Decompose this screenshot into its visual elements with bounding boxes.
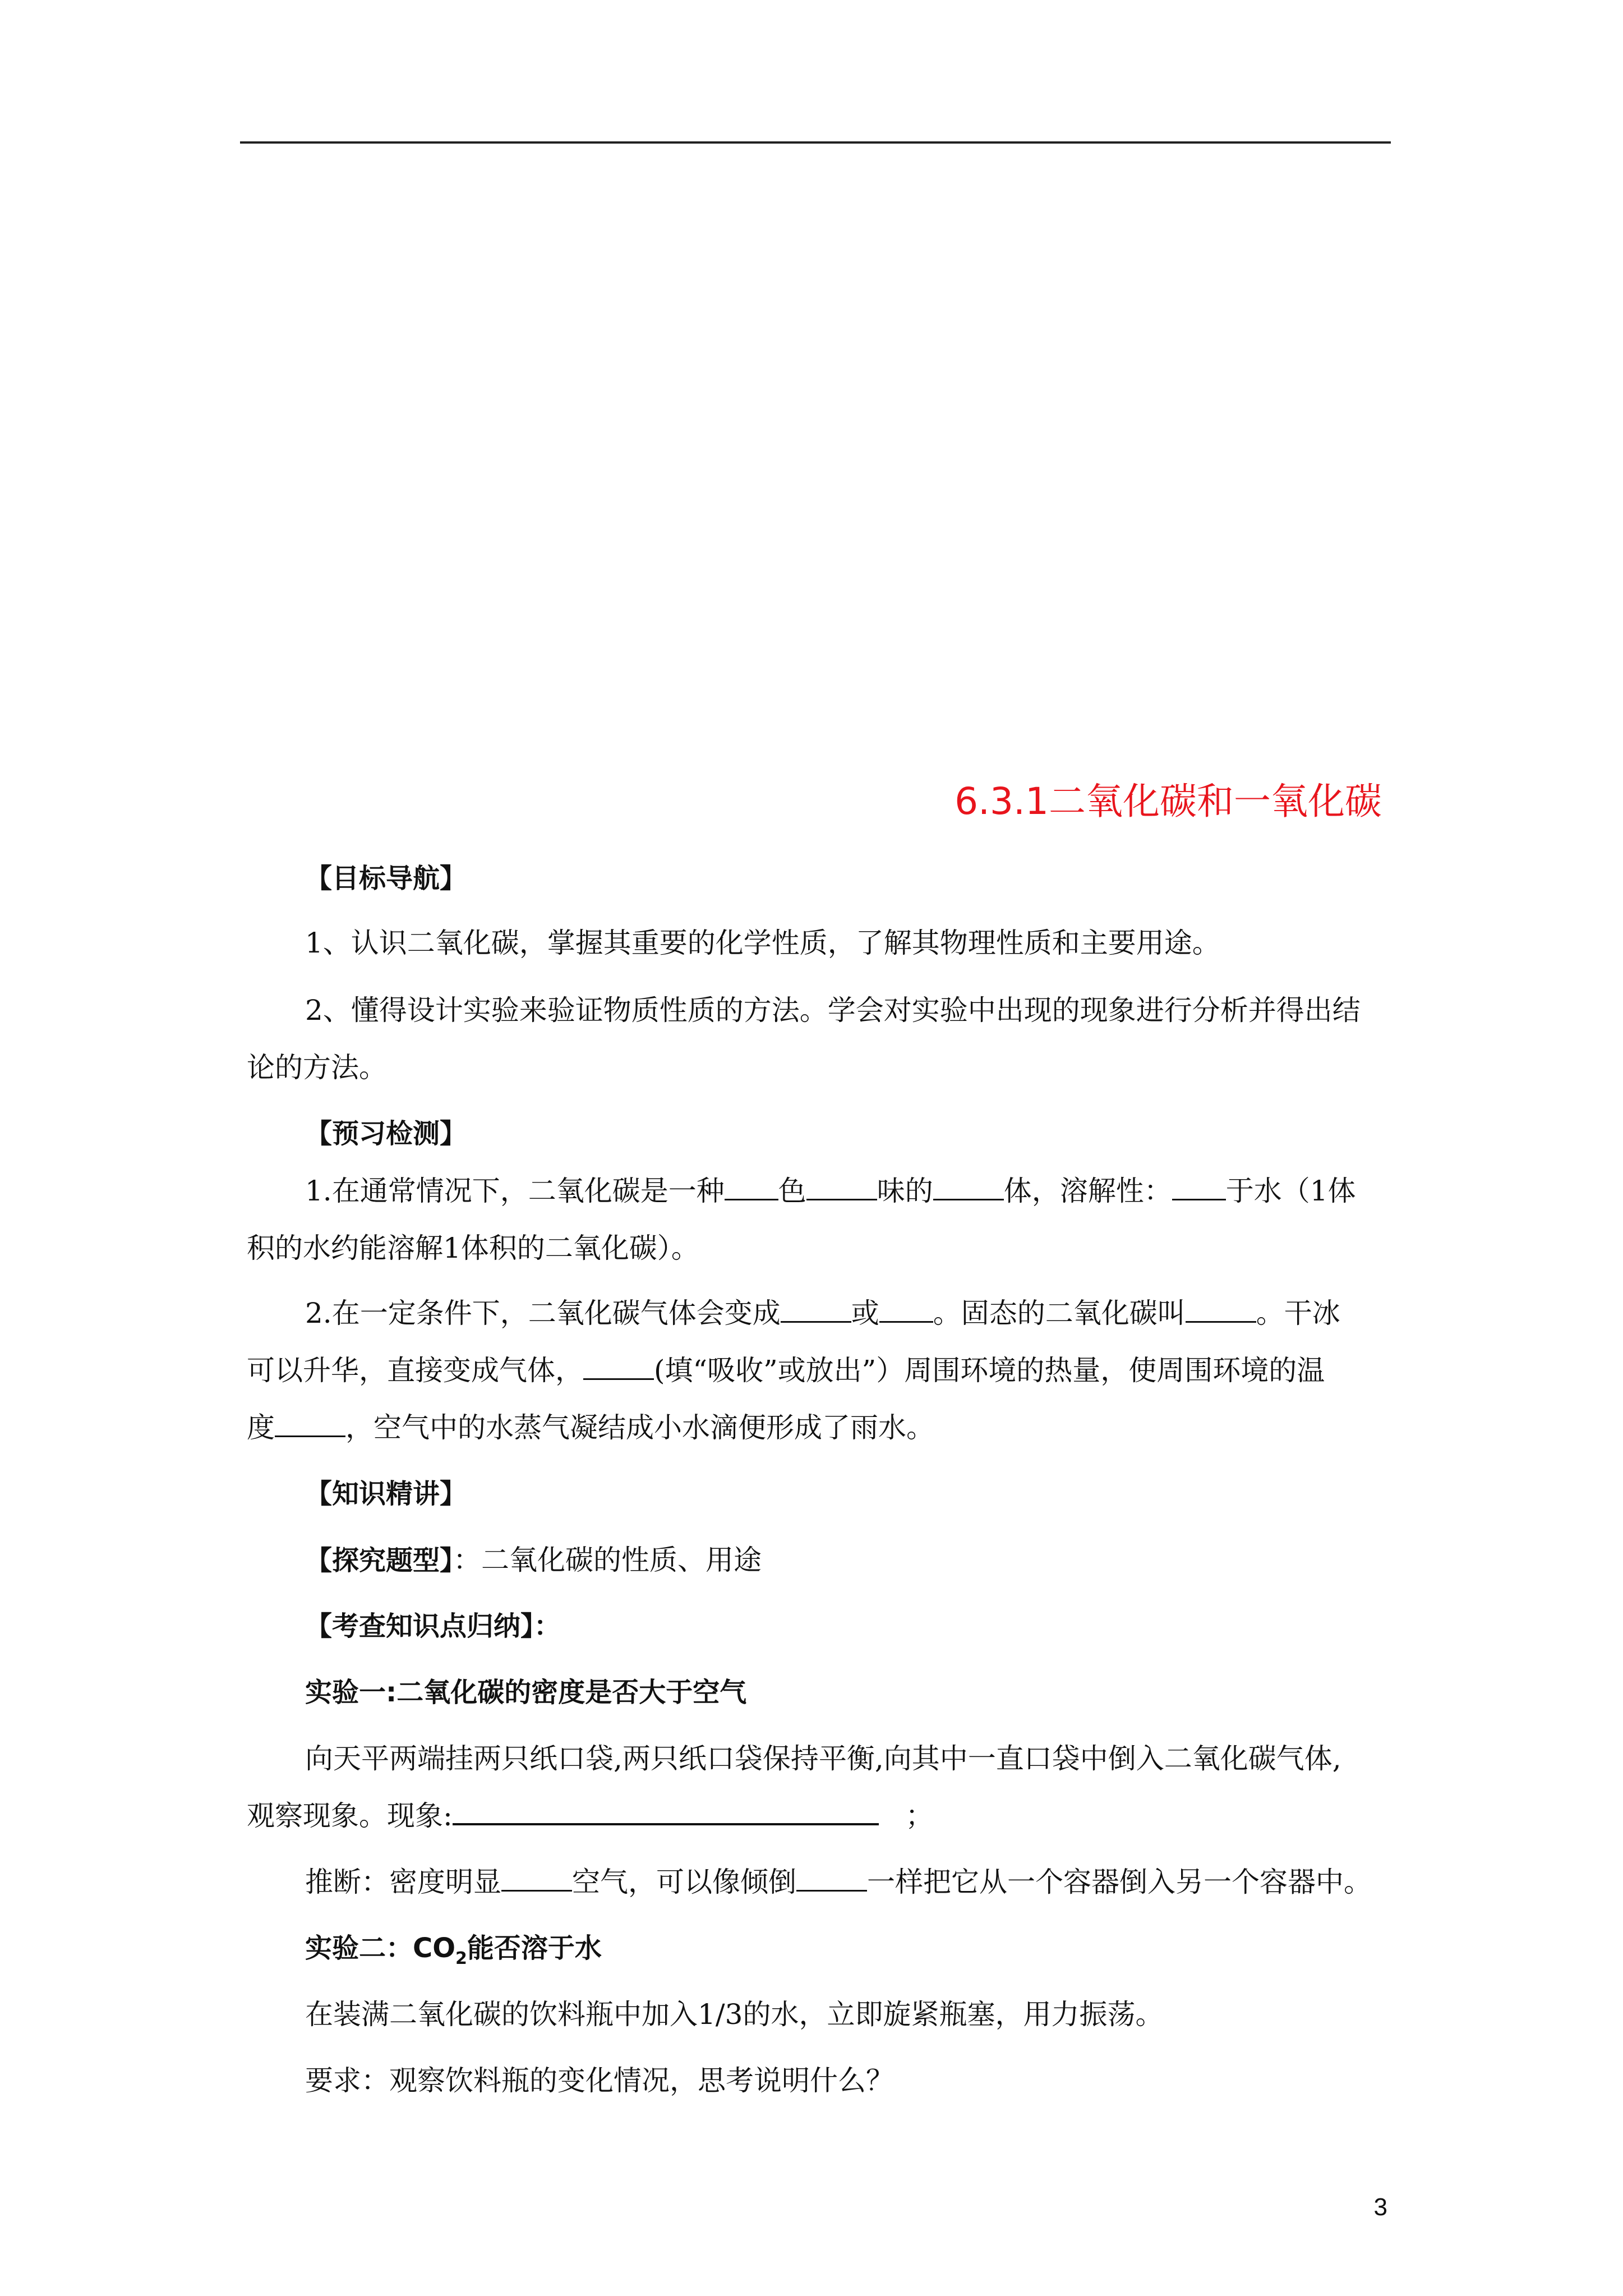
q2-text-7: 度 xyxy=(247,1411,275,1444)
exp2-heading-subscript: 2 xyxy=(455,1949,467,1968)
answer-blank[interactable] xyxy=(806,1176,877,1200)
explore-line xyxy=(247,1531,1449,1589)
explore-text: ：二氧化碳的性质、用途 xyxy=(453,1544,762,1576)
experiment-2-heading xyxy=(247,1920,1449,1987)
goal-2-line-2: 论的方法。 xyxy=(247,1051,387,1084)
question-2-line-3 xyxy=(247,1399,1391,1456)
q2-text-1: 2.在一定条件下，二氧化碳气体会变成 xyxy=(305,1297,781,1329)
page-number: 3 xyxy=(1373,2193,1387,2221)
exp2-heading-rest: 能否溶于水 xyxy=(467,1932,602,1964)
question-1-line-2: 积的水约能溶解1体积的二氧化碳）。 xyxy=(247,1232,699,1264)
answer-blank[interactable] xyxy=(781,1299,851,1323)
q1-text-2: 色 xyxy=(778,1175,806,1207)
answer-blank[interactable] xyxy=(725,1176,778,1200)
experiment-1-text-line-2 xyxy=(247,1787,1391,1844)
knowledge-heading: 【知识精讲】 xyxy=(305,1478,467,1510)
header-rule xyxy=(240,141,1391,144)
q1-text-3: 味的 xyxy=(877,1175,933,1207)
q2-text-2: 或 xyxy=(851,1297,879,1329)
goal-2-line-1: 2、懂得设计实验来验证物质性质的方法。学会对实验中出现的现象进行分析并得出结 xyxy=(305,994,1361,1027)
experiment-1-inference xyxy=(247,1853,1449,1911)
question-2-line-1 xyxy=(247,1285,1449,1342)
infer-text-2: 空气，可以像倾倒 xyxy=(572,1866,796,1898)
answer-blank[interactable] xyxy=(879,1299,933,1323)
exp2-heading-text: 实验二：CO xyxy=(305,1932,456,1964)
infer-text-3: 一样把它从一个容器倒入另一个容器中。 xyxy=(867,1866,1372,1898)
preview-heading: 【预习检测】 xyxy=(305,1118,467,1149)
q1-text-5: 于水（1体 xyxy=(1225,1175,1356,1207)
experiment-2-requirement: 要求：观察饮料瓶的变化情况，思考说明什么？ xyxy=(305,2064,894,2097)
summary-heading: 【考查知识点归纳】： xyxy=(305,1611,561,1642)
experiment-1-heading: 实验一:二氧化碳的密度是否大于空气 xyxy=(305,1677,747,1708)
observation-end: ； xyxy=(905,1800,934,1832)
q2-text-5: 可以升华，直接变成气体， xyxy=(247,1354,583,1387)
experiment-1-text-line-1: 向天平两端挂两只纸口袋,两只纸口袋保持平衡,向其中一直口袋中倒入二氧化碳气体, xyxy=(305,1742,1341,1775)
page-title: 6.3.1二氧化碳和一氧化碳 xyxy=(955,780,1382,823)
answer-blank[interactable] xyxy=(583,1356,654,1380)
goal-1: 1、认识二氧化碳，掌握其重要的化学性质，了解其物理性质和主要用途。 xyxy=(305,927,1220,959)
answer-blank[interactable] xyxy=(1172,1176,1226,1200)
answer-blank[interactable] xyxy=(275,1413,345,1437)
answer-blank[interactable] xyxy=(933,1176,1004,1200)
q1-text-4: 体，溶解性： xyxy=(1003,1175,1172,1207)
answer-blank[interactable] xyxy=(1186,1299,1256,1323)
q1-text-1: 1.在通常情况下，二氧化碳是一种 xyxy=(305,1175,725,1207)
infer-text-1: 推断：密度明显 xyxy=(305,1866,501,1898)
q2-text-8: ，空气中的水蒸气凝结成小水滴便形成了雨水。 xyxy=(345,1411,934,1444)
answer-blank[interactable] xyxy=(796,1867,867,1892)
answer-blank[interactable] xyxy=(501,1867,572,1892)
q2-text-6: (填“吸收”或放出”）周围环境的热量，使周围环境的温 xyxy=(654,1354,1325,1387)
question-2-line-2 xyxy=(247,1342,1391,1399)
question-1-line-1 xyxy=(247,1162,1449,1220)
explore-heading: 【探究题型】 xyxy=(305,1545,454,1576)
q2-text-3: 。固态的二氧化碳叫 xyxy=(933,1297,1186,1329)
observation-label: 观察现象。现象: xyxy=(247,1800,453,1832)
q2-text-4: 。干冰 xyxy=(1256,1297,1340,1329)
observation-answer-line[interactable] xyxy=(453,1798,879,1825)
goals-heading: 【目标导航】 xyxy=(305,863,467,894)
experiment-2-text: 在装满二氧化碳的饮料瓶中加入1/3的水，立即旋紧瓶塞，用力振荡。 xyxy=(305,1998,1164,2031)
